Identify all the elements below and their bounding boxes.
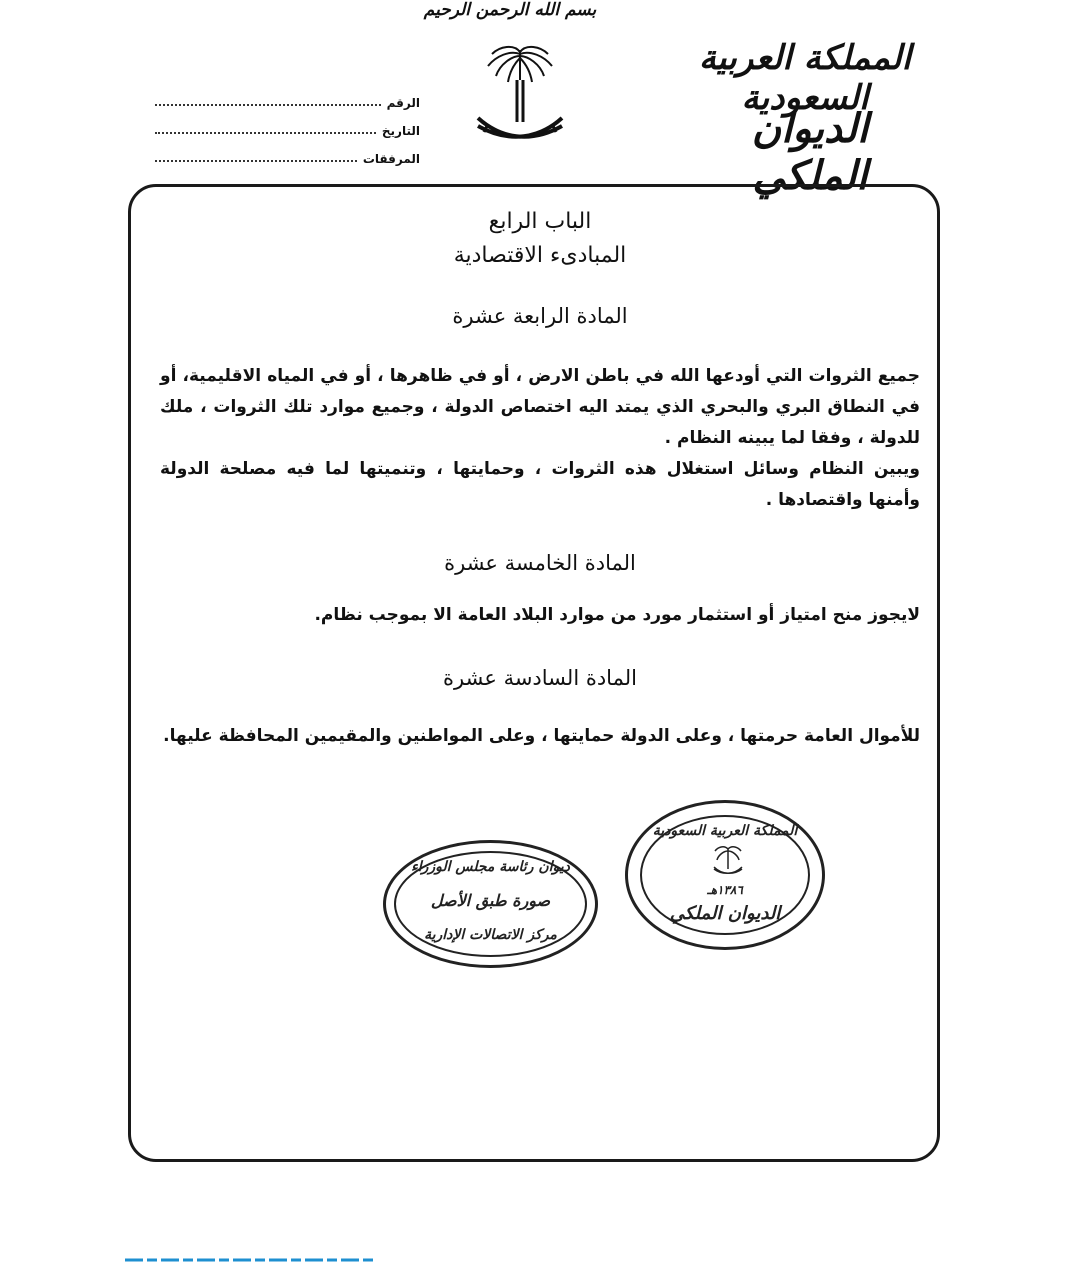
article-16-paragraph: للأموال العامة حرمتها ، وعلى الدولة حمايتها ، وعلى المواطنين والمقيمين المحافظة عليها. bbox=[163, 726, 920, 746]
document-meta-fields bbox=[155, 82, 420, 166]
kingdom-heading: المملكة العربية السعودية bbox=[698, 38, 912, 118]
basmala: بسم الله الرحمن الرحيم bbox=[423, 0, 597, 20]
attachments-dotted-line bbox=[155, 159, 357, 162]
royal-stamp-arc-text: المملكة العربية السعودية bbox=[652, 823, 798, 839]
number-label: الرقم bbox=[386, 96, 420, 110]
attachments-field bbox=[155, 138, 420, 166]
footer-accent-line bbox=[125, 1258, 375, 1262]
number-field bbox=[155, 82, 420, 110]
royal-stamp-year: ١٣٨٦هـ bbox=[707, 883, 743, 897]
royal-stamp-emblem-icon bbox=[710, 843, 746, 879]
article-16-title: المادة السادسة عشرة bbox=[443, 666, 637, 690]
article-14-paragraph-2: ويبين النظام وسائل استغلال هذه الثروات ، وحمايتها ، وتنميتها لما فيه مصلحة الدولة وأمنها واقتصادها . bbox=[160, 459, 920, 510]
royal-court-heading: الديوان الملكي bbox=[751, 105, 869, 199]
number-dotted-line bbox=[155, 103, 381, 106]
article-14-title: المادة الرابعة عشرة bbox=[452, 304, 628, 328]
article-15-paragraph: لايجوز منح امتياز أو استثمار مورد من موارد البلاد العامة الا بموجب نظام. bbox=[314, 605, 920, 625]
royal-stamp-bottom-text: الديوان الملكي bbox=[669, 903, 781, 924]
royal-court-stamp bbox=[625, 800, 825, 950]
attachments-label: المرفقات bbox=[362, 152, 420, 166]
date-dotted-line bbox=[155, 131, 376, 134]
chapter-heading: الباب الرابع bbox=[488, 209, 592, 234]
date-label: التاريخ bbox=[381, 124, 420, 138]
council-stamp bbox=[383, 840, 598, 968]
council-stamp-line3: مركز الاتصالات الإدارية bbox=[424, 927, 557, 943]
date-field bbox=[155, 110, 420, 138]
article-15-title: المادة الخامسة عشرة bbox=[444, 551, 636, 575]
council-stamp-line1: ديوان رئاسة مجلس الوزراء bbox=[411, 859, 570, 875]
chapter-title: المبادىء الاقتصادية bbox=[453, 243, 627, 268]
article-14-paragraph-1: جميع الثروات التي أودعها الله في باطن الارض ، أو في ظاهرها ، أو في المياه الاقليمية، أو في النطاق البري والبحري الذي يمتد اليه اختصاص الدولة ، وجميع موارد تلك الثروات ، ملك للدولة ، وفقا لما يبينه النظام . bbox=[160, 366, 920, 448]
council-stamp-line2: صورة طبق الأصل bbox=[430, 891, 551, 910]
palm-swords-emblem-icon bbox=[470, 40, 570, 160]
document-body bbox=[160, 205, 920, 752]
